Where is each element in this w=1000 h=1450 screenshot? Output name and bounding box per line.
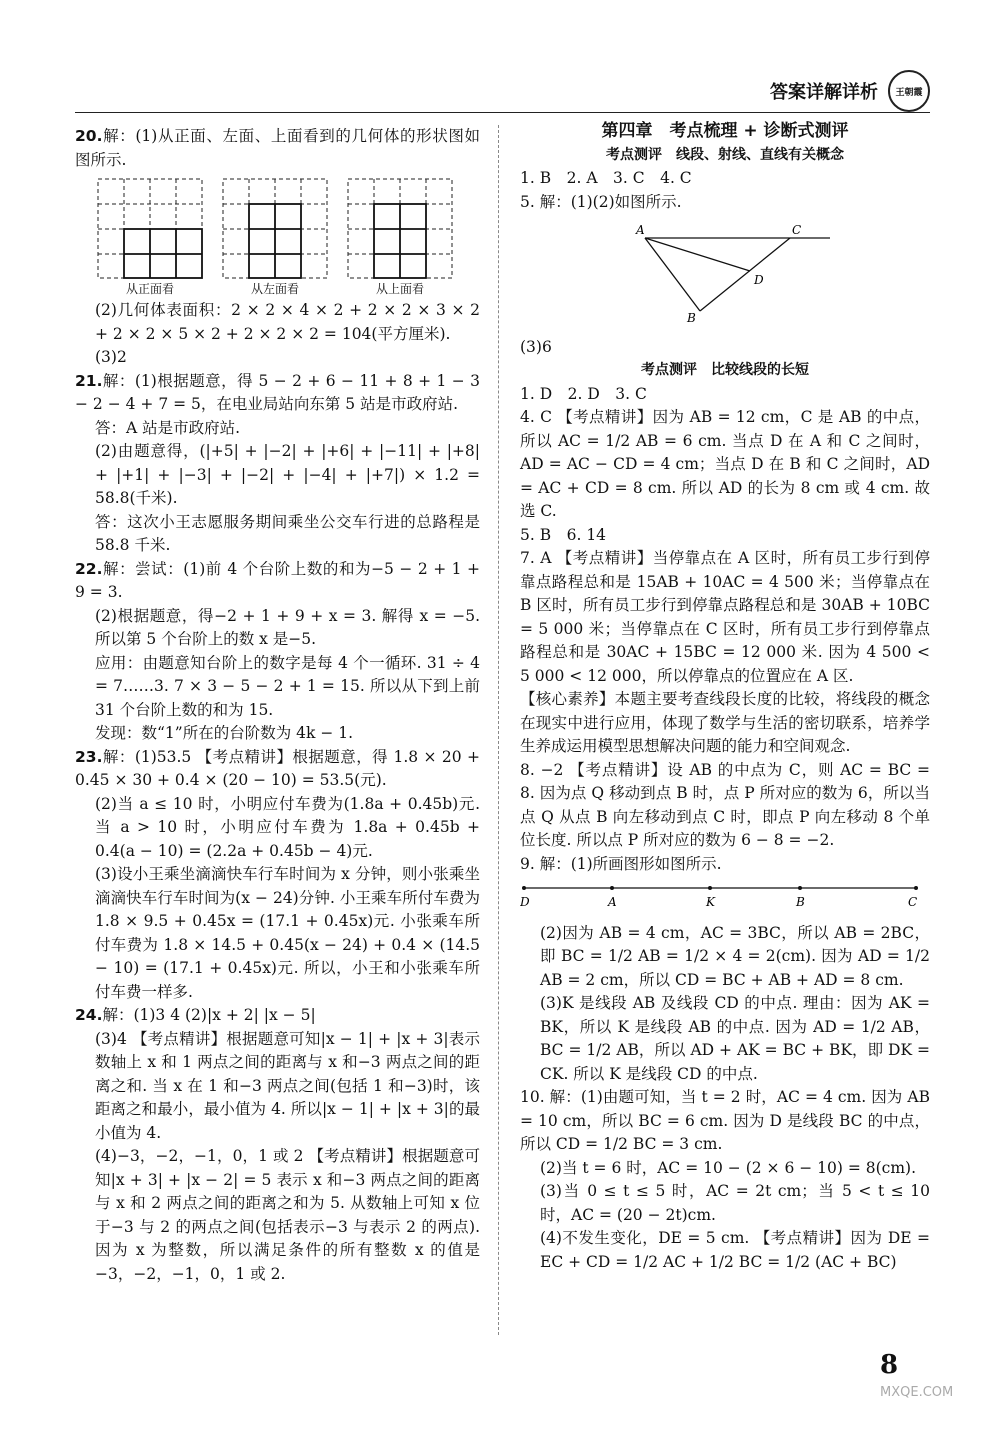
q9-part2: (2)因为 AB = 4 cm，AC = 3BC，所以 AB = 2BC，即 BC = 1/2 AB = 1/2 × 4 = 2(cm). 因为 AD = 1/2 AB = 2 cm，所以 CD = BC + AB + AD = 8 cm. bbox=[540, 923, 930, 989]
publisher-logo-icon: 王朝霞 bbox=[888, 70, 930, 112]
q5-label-c: C bbox=[792, 223, 802, 237]
q20-stem: 20.解：(1)从正面、左面、上面看到的几何体的形状图如图所示. bbox=[75, 127, 480, 169]
answers-1-4: 1. B 2. A 3. C 4. C bbox=[520, 169, 692, 187]
q10-part1: 10. 解：(1)由题可知，当 t = 2 时，AC = 4 cm. 因为 AB = 10 cm，所以 BC = 6 cm. 因为 D 是线段 BC 的中点，所以 CD = 1/2 BC = 3 cm. bbox=[520, 1088, 930, 1153]
q24-stem: 24.解：(1)3 4 (2)|x + 2| |x − 5| bbox=[75, 1006, 316, 1024]
front-view-grid bbox=[95, 176, 205, 297]
top-view-grid bbox=[345, 176, 455, 297]
q21-stem: 21.解：(1)根据题意，得 5 − 2 + 6 − 11 + 8 + 1 − 3 − 2 − 4 + 7 = 5，在电业局站向东第 5 站是市政府站. bbox=[75, 371, 480, 413]
header-rule bbox=[75, 112, 930, 113]
q9-stem: 9. 解：(1)所画图形如图所示. bbox=[520, 854, 722, 873]
q9-part3: (3)K 是线段 AB 及线段 CD 的中点. 理由：因为 AK = BK，所以 K 是线段 AB 的中点. 因为 AD = 1/2 AB，BC = 1/2 AB，所以 AD + AK = BC + BK，即 DK = CK. 所以 K 是线段 CD 的中点. bbox=[540, 994, 930, 1083]
q22-stem: 22.解：尝试：(1)前 4 个台阶上数的和为−5 − 2 + 1 + 9 = 3. bbox=[75, 559, 480, 601]
q9-label-d: D bbox=[520, 895, 530, 909]
q21-answer2: 答：这次小王志愿服务期间乘坐公交车行进的总路程是 58.8 千米. bbox=[95, 512, 480, 554]
top-view-caption: 从上面看 bbox=[375, 282, 424, 296]
q4-explanation: 4. C 【考点精讲】因为 AB = 12 cm，C 是 AB 的中点，所以 AC = 1/2 AB = 6 cm. 当点 D 在 A 和 C 之间时，AD = AC − CD = 4 cm；当点 D 在 B 和 C 之间时，AD = AC + CD = 8 cm. 所以 AD 的长为 8 cm 或 4 cm. 故选 C. bbox=[520, 408, 930, 520]
q23-part3: (3)设小王乘坐滴滴快车行车时间为 x 分钟，则小张乘坐滴滴快车行车时间为(x − 24)分钟. 小王乘车所付车费为 1.8 × 9.5 + 0.45x = (17.1 + 0.45x)元. 小张乘车所付车费为 1.8 × 14.5 + 0.45(x − 24) + 0.4 × (14.5 − 10) = (17.1 + 0.45x)元. 所以，小王和小张乘车所付车费一样多. bbox=[95, 865, 480, 1001]
q10-part4: (4)不发生变化，DE = 5 cm. 【考点精讲】因为 DE = EC + CD = 1/2 AC + 1/2 BC = 1/2 (AC + BC) bbox=[540, 1229, 930, 1271]
q5-part3: (3)6 bbox=[520, 337, 552, 356]
column-divider bbox=[498, 125, 499, 1335]
answers-1-3: 1. D 2. D 3. C bbox=[520, 384, 647, 403]
q7-explanation: 7. A 【考点精讲】当停靠点在 A 区时，所有员工步行到停靠点路程总和是 15AB + 10AC = 4 500 米；当停靠点在 B 区时，所有员工步行到停靠点路程总和是 30AB + 10BC = 5 000 米；当停靠点在 C 区时，所有员工步行到停靠点路程总和是 30AC + 15BC = 12 000 米. 因为 4 500 < 5 000 < 12 000，所以停靠点的位置应在 A 区. bbox=[520, 549, 930, 685]
q10-part3: (3)当 0 ≤ t ≤ 5 时，AC = 2t cm；当 5 < t ≤ 10 时，AC = (20 − 2t)cm. bbox=[540, 1182, 930, 1224]
q21-part2: (2)由题意得，(|+5| + |−2| + |+6| + |−11| + |+8| + |+1| + |−3| + |−2| + |−4| + |+7|) × 1.2 = 58.8(千米). bbox=[95, 442, 480, 507]
q21-answer1: 答：A 站是市政府站. bbox=[95, 418, 241, 437]
left-column bbox=[75, 125, 480, 1286]
q9-label-c: C bbox=[908, 895, 918, 909]
q9-label-k: K bbox=[706, 895, 715, 909]
section-title-1: 考点测评 线段、射线、直线有关概念 bbox=[606, 146, 844, 163]
q5-label-d: D bbox=[754, 273, 764, 287]
q22-apply: 应用：由题意知台阶上的数字是每 4 个一循环. 31 ÷ 4 = 7……3. 7 × 3 − 5 − 2 + 1 = 15. 所以从下到上前 31 个台阶上数的和为 15. bbox=[95, 653, 480, 719]
q23-stem: 23.解：(1)53.5 【考点精讲】根据题意，得 1.8 × 20 + 0.45 × 30 + 0.4 × (20 − 10) = 53.5(元). bbox=[75, 747, 480, 789]
q10-part2: (2)当 t = 6 时，AC = 10 − (2 × 6 − 10) = 8(cm). bbox=[540, 1158, 917, 1177]
q5-label-a: A bbox=[636, 223, 645, 237]
q9-label-b: B bbox=[796, 895, 805, 909]
front-view-caption: 从正面看 bbox=[125, 282, 174, 296]
q24-part4: (4)−3，−2，−1，0，1 或 2 【考点精讲】根据题意可知|x + 3| + |x − 2| = 5 表示 x 和−3 两点之间的距离与 x 和 2 两点之间的距离之和为 5. 从数轴上可知 x 位于−3 与 2 的两点之间(包括表示−3 与表示 2 的两点). 因为 x 为整数，所以满足条件的所有整数 x 的值是−3，−2，−1，0，1 或 2. bbox=[95, 1147, 480, 1283]
q9-figure bbox=[520, 878, 930, 920]
q22-discover: 发现：数“1”所在的台阶数为 4k − 1. bbox=[95, 724, 354, 742]
header-title: 答案详解详析 bbox=[770, 82, 878, 103]
q5-figure bbox=[540, 216, 930, 334]
q20-part2: (2)几何体表面积：2 × 2 × 4 × 2 + 2 × 2 × 3 × 2 + 2 × 2 × 5 × 2 + 2 × 2 × 2 = 104(平方厘米). bbox=[95, 301, 480, 343]
section-title-2: 考点测评 比较线段的长短 bbox=[641, 362, 809, 378]
q5-label-b: B bbox=[687, 311, 696, 325]
q20-part3: (3)2 bbox=[95, 348, 127, 366]
three-view-figures bbox=[95, 176, 480, 297]
q8-explanation: 8. −2 【考点精讲】设 AB 的中点为 C，则 AC = BC = 8. 因为点 Q 移动到点 B 时，点 P 所对应的数为 6，所以当点 Q 从点 B 向左移动到点 C 时，即点 P 向左移动 8 个单位长度. 所以点 P 所对应的数为 6 − 8 = −2. bbox=[520, 760, 930, 849]
chapter-title: 第四章 考点梳理 + 诊断式测评 bbox=[601, 121, 849, 141]
right-column bbox=[520, 121, 930, 1274]
q22-part2: (2)根据题意，得−2 + 1 + 9 + x = 3. 解得 x = −5. 所以第 5 个台阶上的数 x 是−5. bbox=[95, 606, 480, 648]
q7-core-literacy: 【核心素养】本题主要考查线段长度的比较，将线段的概念在现实中进行应用，体现了数学与生活的密切联系，培养学生养成运用模型思想解决问题的能力和空间观念. bbox=[520, 690, 930, 755]
left-view-caption: 从左面看 bbox=[250, 282, 299, 296]
q23-part2: (2)当 a ≤ 10 时，小明应付车费为(1.8a + 0.45b)元. 当 a > 10 时，小明应付车费为 1.8a + 0.45b + 0.4(a − 10) = (2.2a + 0.45b − 4)元. bbox=[95, 794, 480, 860]
left-view-grid bbox=[220, 176, 330, 297]
q5-stem: 5. 解：(1)(2)如图所示. bbox=[520, 192, 682, 211]
answers-5-6: 5. B 6. 14 bbox=[520, 525, 607, 544]
q24-part3: (3)4 【考点精讲】根据题意可知|x − 1| + |x + 3|表示数轴上 x 和 1 两点之间的距离与 x 和−3 两点之间的距离之和. 当 x 在 1 和−3 两点之间(包括 1 和−3)时，该距离之和最小，最小值为 4. 所以|x − 1| + |x + 3|的最小值为 4. bbox=[95, 1029, 480, 1142]
page-number: 8 bbox=[880, 1350, 899, 1380]
q9-label-a: A bbox=[608, 895, 617, 909]
watermark: MXQE.COM bbox=[880, 1385, 954, 1400]
page-header bbox=[770, 70, 930, 112]
